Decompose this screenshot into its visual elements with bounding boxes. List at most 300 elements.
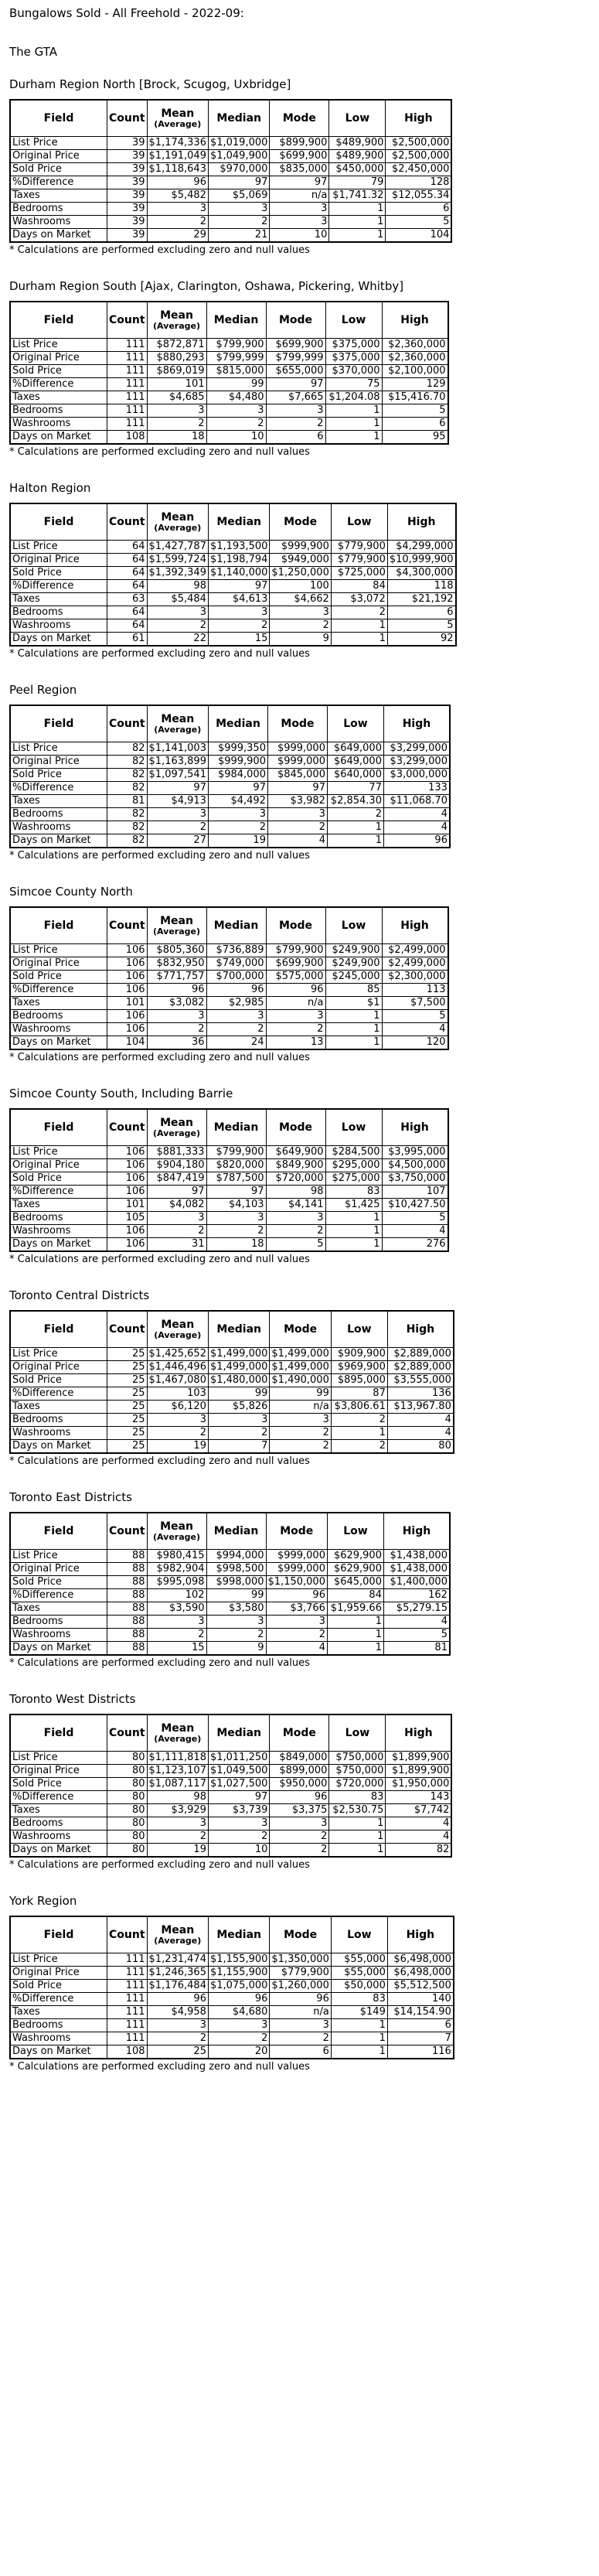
header-low: Low — [327, 1513, 383, 1550]
table-cell: 39 — [107, 176, 148, 189]
table-cell: $2,499,000 — [382, 944, 448, 957]
table-cell: $820,000 — [206, 1159, 266, 1172]
row-label: Original Price — [10, 150, 107, 163]
table-row — [10, 1374, 454, 1387]
header-high: High — [387, 503, 455, 541]
table-cell: 106 — [107, 984, 148, 997]
table-cell: 79 — [329, 176, 386, 189]
table-cell: 1 — [331, 2019, 387, 2032]
header-high: High — [382, 302, 448, 339]
table-cell: 96 — [270, 1993, 331, 2006]
table-cell: 18 — [206, 1238, 266, 1252]
row-label: Days on Market — [10, 1238, 107, 1252]
header-high: High — [386, 1714, 452, 1752]
table-row — [10, 1844, 451, 1858]
table-cell: $3,580 — [206, 1602, 266, 1616]
region-title: Durham Region North [Brock, Scugog, Uxbridge] — [9, 77, 291, 91]
table-row — [10, 1629, 450, 1642]
row-label: Taxes — [10, 593, 107, 606]
header-row — [10, 1109, 448, 1146]
table-cell: $655,000 — [266, 365, 325, 378]
table-row — [10, 808, 450, 821]
table-cell: 88 — [107, 1563, 148, 1576]
table-cell: 15 — [208, 633, 269, 647]
table-cell: $4,141 — [266, 1199, 325, 1212]
table-cell: 3 — [206, 1212, 266, 1225]
table-cell: $2,530.75 — [329, 1804, 386, 1817]
row-label: Sold Price — [10, 1172, 107, 1186]
calculation-note: * Calculations are performed excluding zero and null values — [9, 648, 310, 660]
row-label: Washrooms — [10, 1225, 107, 1238]
region-title: Toronto Central Districts — [9, 1288, 150, 1302]
table-cell: $149 — [331, 2006, 387, 2019]
table-row — [10, 1401, 454, 1414]
table-cell: $14,154.90 — [387, 2006, 454, 2019]
table-cell: 82 — [107, 742, 148, 756]
table-cell: 3 — [270, 203, 329, 216]
table-cell: 2 — [147, 2032, 208, 2045]
header-mean-sublabel: (Average) — [153, 1532, 201, 1542]
table-cell: $3,000,000 — [383, 769, 450, 782]
table-row — [10, 1953, 454, 1967]
table-cell: $3,806.61 — [331, 1401, 387, 1414]
table-cell: 2 — [270, 1830, 329, 1844]
table-cell: 96 — [147, 1993, 208, 2006]
table-cell: $4,480 — [206, 391, 266, 404]
table-cell: 82 — [107, 769, 148, 782]
table-row — [10, 997, 448, 1010]
table-cell: 75 — [325, 378, 382, 391]
table-cell: 88 — [107, 1629, 148, 1642]
table-cell: $375,000 — [325, 339, 382, 352]
table-cell: 39 — [107, 189, 148, 203]
table-cell: 29 — [147, 229, 208, 243]
table-cell: 111 — [107, 352, 148, 365]
row-label: Bedrooms — [10, 1817, 107, 1830]
row-label: Days on Market — [10, 1036, 107, 1050]
table-cell: $2,499,000 — [382, 957, 448, 971]
table-cell: 1 — [331, 2045, 387, 2059]
table-cell: 39 — [107, 229, 148, 243]
stats-table — [9, 301, 449, 445]
table-cell: 82 — [107, 782, 148, 795]
table-row — [10, 769, 450, 782]
table-cell: 111 — [107, 391, 148, 404]
table-cell: 3 — [147, 606, 208, 619]
table-cell: $999,900 — [208, 756, 267, 769]
table-cell: $249,900 — [325, 957, 382, 971]
table-row — [10, 1361, 454, 1374]
table-cell: 104 — [386, 229, 452, 243]
table-cell: $2,500,000 — [386, 150, 452, 163]
table-cell: $725,000 — [331, 567, 387, 580]
stats-table — [9, 503, 457, 647]
table-cell: 5 — [383, 1629, 450, 1642]
table-cell: 84 — [331, 580, 387, 593]
row-label: Sold Price — [10, 769, 107, 782]
table-cell: $799,999 — [266, 352, 325, 365]
table-cell: 10 — [206, 431, 266, 445]
table-cell: 96 — [266, 984, 325, 997]
table-cell: $700,000 — [206, 971, 266, 984]
table-cell: 96 — [208, 1993, 269, 2006]
header-median: Median — [206, 302, 266, 339]
table-cell: $275,000 — [325, 1172, 382, 1186]
table-cell: $12,055.34 — [386, 189, 452, 203]
table-row — [10, 189, 451, 203]
table-cell: 88 — [107, 1642, 148, 1656]
table-cell: 1 — [327, 1616, 383, 1629]
row-label: List Price — [10, 541, 107, 554]
table-cell: $899,900 — [270, 137, 329, 150]
table-row — [10, 1387, 454, 1401]
table-cell: $489,900 — [329, 150, 386, 163]
table-cell: 63 — [107, 593, 148, 606]
row-label: Sold Price — [10, 365, 107, 378]
row-label: Sold Price — [10, 971, 107, 984]
table-row — [10, 2006, 454, 2019]
table-cell: 2 — [270, 1427, 331, 1440]
table-cell: 5 — [387, 619, 455, 633]
table-cell: $4,492 — [208, 795, 267, 808]
header-low: Low — [331, 1916, 387, 1953]
calculation-note: * Calculations are performed excluding zero and null values — [9, 244, 310, 256]
header-field: Field — [10, 1311, 107, 1348]
header-mean-sublabel: (Average) — [154, 523, 202, 533]
row-label: Original Price — [10, 1361, 107, 1374]
table-cell: $847,419 — [147, 1172, 206, 1186]
table-row — [10, 1563, 450, 1576]
table-cell: $1,350,000 — [270, 1953, 331, 1967]
row-label: Days on Market — [10, 1642, 107, 1656]
table-cell: 4 — [382, 1023, 448, 1036]
table-cell: 102 — [147, 1589, 206, 1602]
header-field: Field — [10, 907, 107, 944]
table-cell: $1,599,724 — [147, 554, 208, 567]
table-row — [10, 2032, 454, 2045]
row-label: Washrooms — [10, 1023, 107, 1036]
table-cell: $1,438,000 — [383, 1563, 450, 1576]
table-cell: 80 — [107, 1791, 148, 1804]
table-cell: $1,392,349 — [147, 567, 208, 580]
table-cell: 2 — [327, 808, 383, 821]
table-cell: 2 — [206, 1629, 266, 1642]
table-cell: $881,333 — [147, 1146, 206, 1159]
table-cell: n/a — [266, 997, 325, 1010]
table-row — [10, 1589, 450, 1602]
table-cell: $50,000 — [331, 1980, 387, 1993]
table-cell: 88 — [107, 1616, 148, 1629]
table-cell: $832,950 — [147, 957, 206, 971]
table-cell: 99 — [270, 1387, 331, 1401]
table-cell: 2 — [331, 1440, 387, 1454]
header-low: Low — [331, 1311, 387, 1348]
table-cell: $1,191,049 — [147, 150, 208, 163]
header-field: Field — [10, 1513, 107, 1550]
table-cell: $869,019 — [147, 365, 206, 378]
table-row — [10, 137, 451, 150]
table-cell: 2 — [147, 1225, 206, 1238]
header-mean — [147, 705, 208, 742]
header-median: Median — [208, 1714, 269, 1752]
table-cell: 103 — [147, 1387, 208, 1401]
table-cell: 81 — [107, 795, 148, 808]
row-label: Days on Market — [10, 431, 107, 445]
table-cell: $4,103 — [206, 1199, 266, 1212]
row-label: Taxes — [10, 795, 107, 808]
table-cell: 96 — [383, 834, 450, 848]
table-cell: $245,000 — [325, 971, 382, 984]
row-label: %Difference — [10, 1589, 107, 1602]
header-mean-label: Mean — [160, 1117, 193, 1129]
table-cell: $5,484 — [147, 593, 208, 606]
stats-table — [9, 1108, 449, 1252]
table-cell: 1 — [329, 1844, 386, 1858]
table-cell: $1 — [325, 997, 382, 1010]
table-cell: $4,685 — [147, 391, 206, 404]
header-count: Count — [107, 705, 148, 742]
table-cell: 2 — [147, 216, 208, 229]
header-median: Median — [208, 100, 269, 137]
table-cell: 88 — [107, 1576, 148, 1589]
table-cell: 4 — [386, 1830, 452, 1844]
table-cell: 113 — [382, 984, 448, 997]
row-label: Bedrooms — [10, 404, 107, 418]
table-cell: 36 — [147, 1036, 206, 1050]
table-cell: 162 — [383, 1589, 450, 1602]
header-mode: Mode — [270, 1714, 329, 1752]
table-cell: 3 — [266, 404, 325, 418]
table-cell: 64 — [107, 606, 148, 619]
table-cell: 4 — [387, 1414, 454, 1427]
table-row — [10, 365, 448, 378]
table-row — [10, 1159, 448, 1172]
table-cell: $649,000 — [327, 742, 383, 756]
header-median: Median — [208, 705, 267, 742]
row-label: Washrooms — [10, 1629, 107, 1642]
stats-table — [9, 1714, 452, 1858]
table-cell: $10,427.50 — [382, 1199, 448, 1212]
table-cell: 3 — [208, 606, 269, 619]
table-cell: 39 — [107, 203, 148, 216]
table-cell: 80 — [107, 1765, 148, 1778]
table-cell: $720,000 — [266, 1172, 325, 1186]
table-row — [10, 1804, 451, 1817]
row-label: List Price — [10, 944, 107, 957]
table-cell: 106 — [107, 957, 148, 971]
table-cell: $999,000 — [266, 1550, 327, 1563]
row-label: Washrooms — [10, 1427, 107, 1440]
row-label: Bedrooms — [10, 606, 107, 619]
table-cell: 98 — [147, 580, 208, 593]
row-label: Sold Price — [10, 1778, 107, 1791]
table-cell: $750,000 — [329, 1752, 386, 1765]
table-row — [10, 1414, 454, 1427]
table-cell: $779,900 — [270, 1967, 331, 1980]
table-cell: 97 — [208, 782, 267, 795]
table-cell: $370,000 — [325, 365, 382, 378]
row-label: %Difference — [10, 1186, 107, 1199]
table-cell: 83 — [331, 1993, 387, 2006]
table-cell: 1 — [325, 1010, 382, 1023]
table-cell: 96 — [266, 1589, 327, 1602]
page-title: Bungalows Sold - All Freehold - 2022-09: — [9, 6, 244, 20]
table-cell: 2 — [147, 418, 206, 431]
table-cell: 1 — [325, 1238, 382, 1252]
table-cell: 4 — [387, 1427, 454, 1440]
calculation-note: * Calculations are performed excluding zero and null values — [9, 1254, 310, 1265]
table-cell: 9 — [206, 1642, 266, 1656]
table-row — [10, 795, 450, 808]
table-cell: $998,000 — [206, 1576, 266, 1589]
table-cell: $815,000 — [206, 365, 266, 378]
row-label: Sold Price — [10, 1980, 107, 1993]
table-cell: 4 — [383, 1616, 450, 1629]
table-cell: $736,889 — [206, 944, 266, 957]
table-cell: $4,680 — [208, 2006, 269, 2019]
table-cell: 129 — [382, 378, 448, 391]
table-cell: 2 — [208, 821, 267, 834]
row-label: List Price — [10, 1550, 107, 1563]
header-high: High — [382, 907, 448, 944]
table-cell: 2 — [208, 2032, 269, 2045]
table-row — [10, 1980, 454, 1993]
table-cell: $2,360,000 — [382, 352, 448, 365]
header-high: High — [387, 1916, 454, 1953]
table-cell: 2 — [270, 1844, 329, 1858]
table-row — [10, 633, 456, 647]
table-cell: 4 — [383, 821, 450, 834]
table-cell: 1 — [331, 633, 387, 647]
table-cell: 106 — [107, 1225, 148, 1238]
table-cell: $10,999,900 — [387, 554, 455, 567]
table-cell: 3 — [208, 1414, 269, 1427]
row-label: List Price — [10, 1146, 107, 1159]
table-cell: $1,118,643 — [147, 163, 208, 176]
table-cell: 25 — [147, 2045, 208, 2059]
table-row — [10, 378, 448, 391]
table-cell: $1,899,900 — [386, 1765, 452, 1778]
header-median: Median — [208, 1916, 269, 1953]
table-cell: 136 — [387, 1387, 454, 1401]
table-cell: 111 — [107, 1953, 148, 1967]
table-cell: 64 — [107, 554, 148, 567]
table-cell: 6 — [386, 203, 452, 216]
table-cell: $984,000 — [208, 769, 267, 782]
table-cell: 7 — [208, 1440, 269, 1454]
table-cell: 116 — [387, 2045, 454, 2059]
table-row — [10, 971, 448, 984]
table-row — [10, 1791, 451, 1804]
table-cell: $645,000 — [327, 1576, 383, 1589]
table-cell: 24 — [206, 1036, 266, 1050]
table-cell: 2 — [147, 1830, 208, 1844]
table-cell: 106 — [107, 1186, 148, 1199]
table-cell: 104 — [107, 1036, 148, 1050]
table-cell: 39 — [107, 216, 148, 229]
table-cell: 128 — [386, 176, 452, 189]
table-cell: 1 — [325, 1225, 382, 1238]
table-cell: $1,425,652 — [147, 1348, 208, 1361]
table-row — [10, 229, 451, 243]
table-cell: 111 — [107, 404, 148, 418]
table-cell: $649,000 — [327, 756, 383, 769]
table-cell: 5 — [382, 1212, 448, 1225]
header-mean — [147, 302, 206, 339]
table-cell: $998,500 — [206, 1563, 266, 1576]
table-cell: 108 — [107, 2045, 148, 2059]
table-row — [10, 431, 448, 445]
header-mean-sublabel: (Average) — [154, 725, 202, 735]
table-cell: 25 — [107, 1348, 148, 1361]
table-cell: 10 — [208, 1844, 269, 1858]
table-row — [10, 2045, 454, 2059]
table-row — [10, 1778, 451, 1791]
header-mean-sublabel: (Average) — [153, 1128, 201, 1138]
table-cell: 97 — [208, 580, 269, 593]
header-high: High — [386, 100, 452, 137]
table-cell: 2 — [266, 1629, 327, 1642]
table-row — [10, 176, 451, 189]
table-row — [10, 418, 448, 431]
table-cell: 3 — [147, 1414, 208, 1427]
row-label: List Price — [10, 742, 107, 756]
table-cell: $994,000 — [206, 1550, 266, 1563]
table-cell: $3,555,000 — [387, 1374, 454, 1387]
table-cell: $1,490,000 — [270, 1374, 331, 1387]
table-cell: $4,082 — [147, 1199, 206, 1212]
table-cell: $5,826 — [208, 1401, 269, 1414]
table-cell: $2,889,000 — [387, 1348, 454, 1361]
stats-table — [9, 705, 451, 848]
table-cell: 5 — [266, 1238, 325, 1252]
region-section — [9, 1692, 590, 1871]
table-cell: 1 — [325, 404, 382, 418]
table-cell: $845,000 — [267, 769, 327, 782]
row-label: Sold Price — [10, 1576, 107, 1589]
table-row — [10, 1036, 448, 1050]
table-cell: 3 — [147, 1212, 206, 1225]
table-cell: 106 — [107, 944, 148, 957]
table-cell: $1,499,000 — [270, 1348, 331, 1361]
row-label: Bedrooms — [10, 1616, 107, 1629]
table-cell: $999,000 — [267, 756, 327, 769]
row-label: %Difference — [10, 176, 107, 189]
header-row — [10, 1311, 454, 1348]
table-cell: $799,900 — [206, 339, 266, 352]
table-cell: 96 — [206, 984, 266, 997]
table-row — [10, 1550, 450, 1563]
table-cell: $799,900 — [266, 944, 325, 957]
table-cell: 13 — [266, 1036, 325, 1050]
header-low: Low — [331, 503, 387, 541]
table-cell: 106 — [107, 1159, 148, 1172]
table-cell: 4 — [266, 1642, 327, 1656]
table-cell: 111 — [107, 1980, 148, 1993]
table-cell: $4,913 — [147, 795, 208, 808]
table-row — [10, 1752, 451, 1765]
table-cell: $249,900 — [325, 944, 382, 957]
table-cell: $11,068.70 — [383, 795, 450, 808]
table-cell: 88 — [107, 1550, 148, 1563]
table-cell: $3,929 — [147, 1804, 208, 1817]
table-cell: $629,900 — [327, 1563, 383, 1576]
table-cell: 111 — [107, 2006, 148, 2019]
table-row — [10, 567, 456, 580]
table-cell: 1 — [325, 1023, 382, 1036]
table-cell: 3 — [147, 808, 208, 821]
table-row — [10, 1427, 454, 1440]
